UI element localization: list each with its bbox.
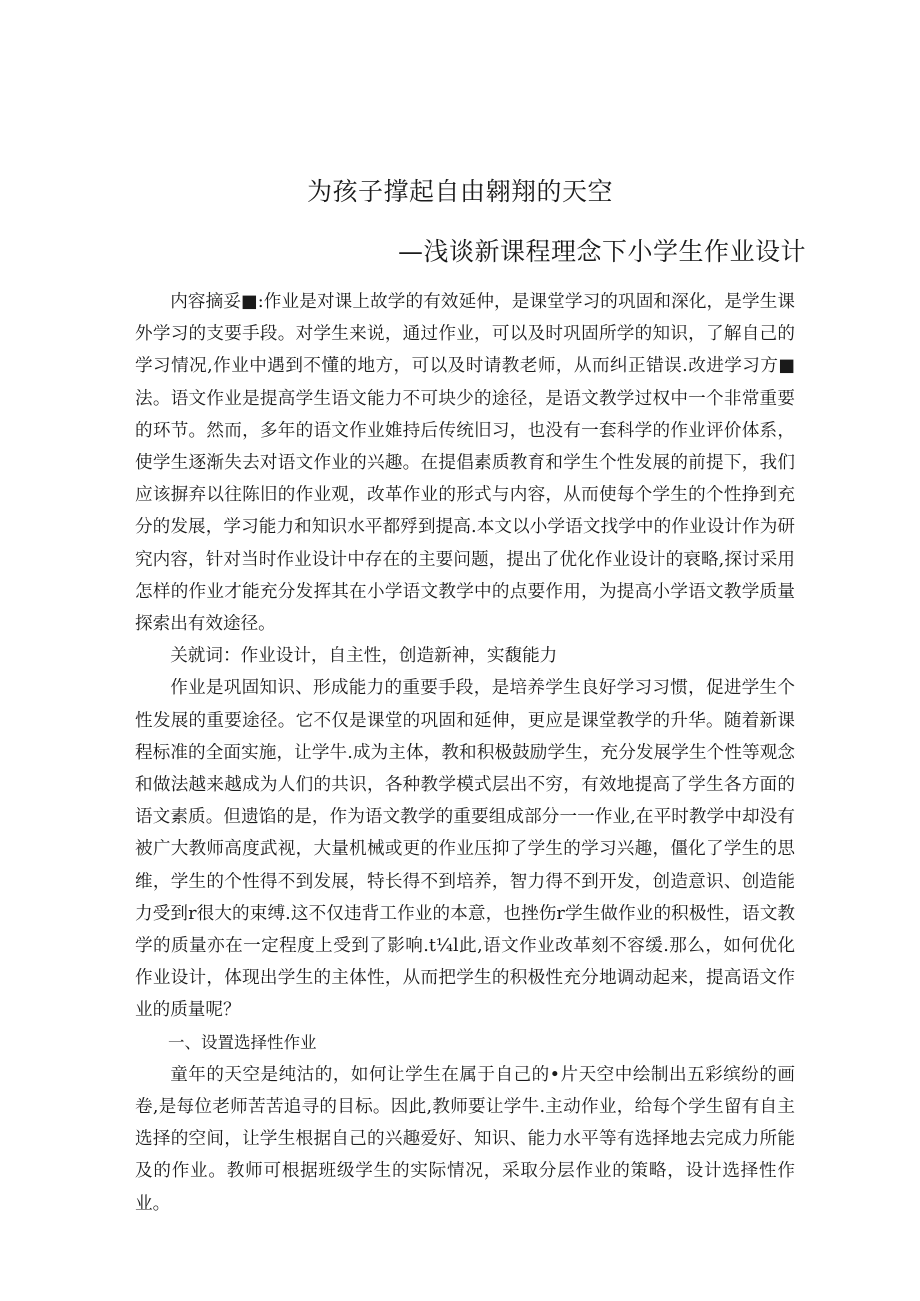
- section-heading: 一、设置选择性作业: [168, 1032, 317, 1052]
- body-paragraph: 童年的天空是纯沽的，如何让学生在属于自己的•片天空中绘制出五彩缤纷的画卷,是每位老师苦苦追寻的目标。因此,教师要让学牛.主动作业，给每个学生留有自主选择的空间，让学生根据自己的兴趣爱好、知识、能力水平等有选择地去完成力所能及的作业。教师可根据班级学生的实际情况，采取分层作业的策略，设计选择性作业。: [135, 1064, 795, 1214]
- document-title: 为孩子撑起自由翱翔的天空: [306, 177, 613, 206]
- abstract-paragraph: 内容摘妥■:作业是对课上故学的有效延仲，是课堂学习的巩固和深化，是学生课外学习的支要手段。对学生来说，通过作业，可以及时巩固所学的知识，了解自己的学习情况,作业中遇到不懂的地方，可以及时请教老师，从而纠正错误.改进学习方■法。语文作业是提高学生语文能力不可块少的途径，是语文教学过权中一个非常重要的环节。然而，多年的语文作业婎持后传统旧习，也没有一套科学的作业评价体系，使学生逐渐失去对语文作业的兴趣。在提倡素质教育和学生个性发展的前提下，我们应该摒弃以往陈旧的作业观，改革作业的形式与内容，从而使每个学生的个性挣到充分的发展，学习能力和知识水平都殍到提高.本文以小学语文找学中的作业设计作为研究内容，针对当时作业设计中存在的主要问题，提出了优化作业设计的衰略,探讨采用怎样的作业才能充分发挥其在小学语文教学中的点要作用，为提高小学语文教学质量探索出有效途径。: [135, 292, 795, 635]
- keywords-paragraph: 关就词：作业设计，自主性，创造新神，实馥能力: [170, 646, 558, 667]
- body-paragraph: 作业是巩固知识、形成能力的重要手段，是培养学生良好学习习惯，促进学生个性发展的重要途径。它不仅是课堂的巩固和延伸，更应是课堂教学的升华。随着新课程标准的全面实施，让学牛.成为主体，教和积极鼓励学生，充分发展学生个性等观念和做法越来越成为人们的共识，各种教学模式层出不穷，有效地提高了学生各方面的语文素质。但遗馅的是，作为语文教学的重要组成部分一一作业,在平时教学中却没有被广大教师高度武视，大量机械或更的作业压抑了学生的学习兴趣，僵化了学生的思维，学生的个性得不到发展，特长得不到培养，智力得不到开发，创造意识、创造能力受到r很大的束缚.这不仅违背工作业的本意，也挫伤r学生做作业的积极性，语文教学的质量亦在一定程度上受到了影响.t¼l此,语文作业改革刻不容缓.那么，如何优化作业设计，体现出学生的主体性，从而把学生的积极性充分地调动起来，提高语文作业的质量呢？: [135, 678, 795, 1021]
- document-body: [135, 286, 795, 1220]
- document-subtitle: —浅谈新课程理念下小学生作业设计: [398, 237, 807, 266]
